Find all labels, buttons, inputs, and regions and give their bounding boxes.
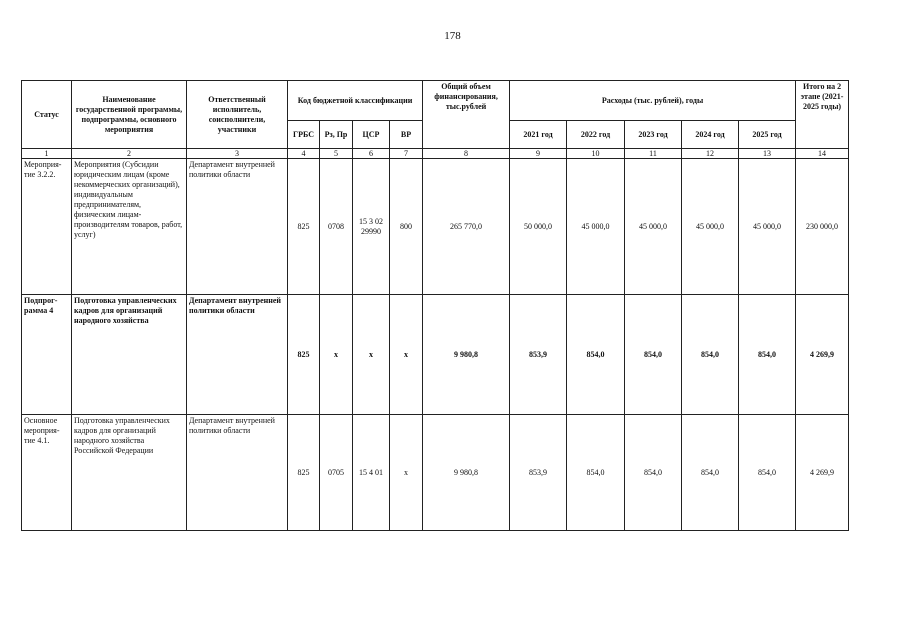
row-2021: 853,9 xyxy=(510,415,567,531)
column-number: 1 xyxy=(22,149,72,159)
column-number: 11 xyxy=(625,149,682,159)
row-status: Мероприя-тие 3.2.2. xyxy=(22,159,72,295)
column-number: 4 xyxy=(288,149,320,159)
row-responsible: Департамент внутренней политики области xyxy=(187,415,288,531)
row-csr: x xyxy=(353,295,390,415)
table-row xyxy=(22,415,849,531)
row-grbs: 825 xyxy=(288,159,320,295)
row-stage-total: 230 000,0 xyxy=(796,159,849,295)
column-number: 10 xyxy=(567,149,625,159)
column-number: 13 xyxy=(739,149,796,159)
row-name: Мероприятия (Субсидии юридическим лицам (кроме некоммерческих организаций), индивидуальным предпринимателям, физическим лицам-производителям товаров, работ, услуг) xyxy=(72,159,187,295)
header-grbs: ГРБС xyxy=(288,121,320,149)
row-2021: 853,9 xyxy=(510,295,567,415)
row-2024: 45 000,0 xyxy=(682,159,739,295)
page-number: 178 xyxy=(444,30,461,42)
row-stage-total: 4 269,9 xyxy=(796,295,849,415)
row-vr: 800 xyxy=(390,159,423,295)
column-number: 14 xyxy=(796,149,849,159)
header-total-volume: Общий объем финансирования, тыс.рублей xyxy=(423,81,510,149)
column-number: 8 xyxy=(423,149,510,159)
budget-table xyxy=(21,80,849,531)
row-grbs: 825 xyxy=(288,415,320,531)
column-number: 6 xyxy=(353,149,390,159)
row-2025: 45 000,0 xyxy=(739,159,796,295)
row-status: Подпрог-рамма 4 xyxy=(22,295,72,415)
header-year-2023: 2023 год xyxy=(625,121,682,149)
row-responsible: Департамент внутренней политики области xyxy=(187,159,288,295)
column-number: 12 xyxy=(682,149,739,159)
row-2022: 854,0 xyxy=(567,415,625,531)
header-rzpr: Рз, Пр xyxy=(320,121,353,149)
header-status: Статус xyxy=(22,81,72,149)
row-2023: 854,0 xyxy=(625,415,682,531)
row-rzpr: 0708 xyxy=(320,159,353,295)
table-row xyxy=(22,159,849,295)
column-number: 7 xyxy=(390,149,423,159)
row-2024: 854,0 xyxy=(682,415,739,531)
header-stage-total: Итого на 2 этапе (2021-2025 годы) xyxy=(796,81,849,149)
row-2021: 50 000,0 xyxy=(510,159,567,295)
header-year-2021: 2021 год xyxy=(510,121,567,149)
row-stage-total: 4 269,9 xyxy=(796,415,849,531)
row-vr: x xyxy=(390,295,423,415)
header-expenses: Расходы (тыс. рублей), годы xyxy=(510,81,796,121)
row-vr: x xyxy=(390,415,423,531)
row-name: Подготовка управленческих кадров для организаций народного хозяйства Российской Федерации xyxy=(72,415,187,531)
row-status: Основное мероприя-тие 4.1. xyxy=(22,415,72,531)
row-responsible: Департамент внутренней политики области xyxy=(187,295,288,415)
row-2025: 854,0 xyxy=(739,415,796,531)
row-csr: 15 3 02 29990 xyxy=(353,159,390,295)
column-number: 9 xyxy=(510,149,567,159)
header-csr: ЦСР xyxy=(353,121,390,149)
row-total: 9 980,8 xyxy=(423,415,510,531)
row-name: Подготовка управленческих кадров для организаций народного хозяйства xyxy=(72,295,187,415)
row-csr: 15 4 01 xyxy=(353,415,390,531)
header-name: Наименование государственной программы, подпрограммы, основного мероприятия xyxy=(72,81,187,149)
row-total: 9 980,8 xyxy=(423,295,510,415)
header-budget-code: Код бюджетной классификации xyxy=(288,81,423,121)
row-2024: 854,0 xyxy=(682,295,739,415)
header-vr: ВР xyxy=(390,121,423,149)
row-2023: 45 000,0 xyxy=(625,159,682,295)
row-2025: 854,0 xyxy=(739,295,796,415)
column-number: 3 xyxy=(187,149,288,159)
row-2022: 854,0 xyxy=(567,295,625,415)
header-year-2024: 2024 год xyxy=(682,121,739,149)
table-row xyxy=(22,295,849,415)
row-total: 265 770,0 xyxy=(423,159,510,295)
row-rzpr: x xyxy=(320,295,353,415)
row-2023: 854,0 xyxy=(625,295,682,415)
row-rzpr: 0705 xyxy=(320,415,353,531)
column-number-row xyxy=(22,149,849,159)
column-number: 5 xyxy=(320,149,353,159)
header-year-2025: 2025 год xyxy=(739,121,796,149)
header-year-2022: 2022 год xyxy=(567,121,625,149)
row-grbs: 825 xyxy=(288,295,320,415)
row-2022: 45 000,0 xyxy=(567,159,625,295)
header-responsible: Ответственный исполнитель, соисполнители, участники xyxy=(187,81,288,149)
column-number: 2 xyxy=(72,149,187,159)
